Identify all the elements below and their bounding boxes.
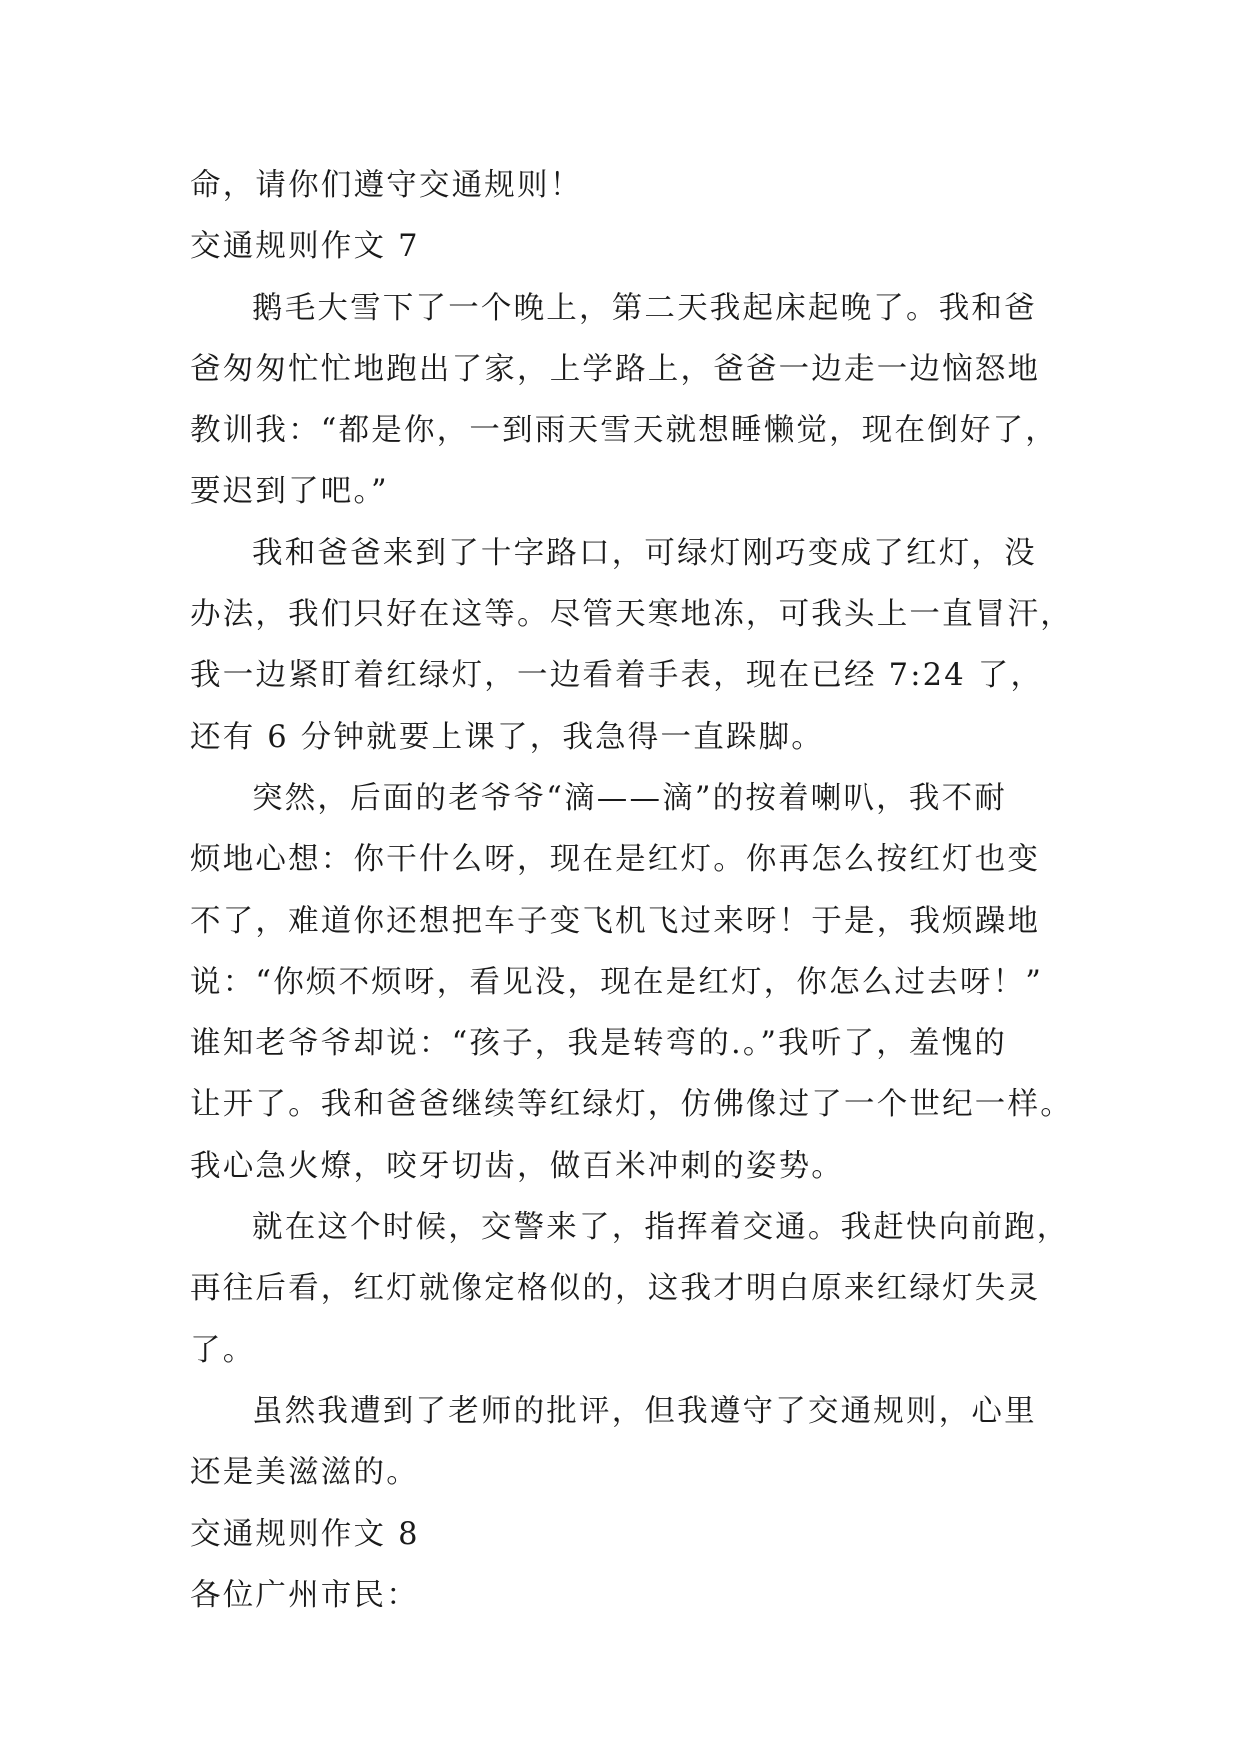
paragraph-line: 还是美滋滋的。 <box>190 1455 419 1491</box>
paragraph-line: 爸匆匆忙忙地跑出了家，上学路上，爸爸一边走一边恼怒地 <box>190 351 1041 387</box>
paragraph-line: 让开了。我和爸爸继续等红绿灯，仿佛像过了一个世纪一样。 <box>190 1087 1073 1123</box>
section-heading: 交通规则作文 8 <box>190 1516 420 1552</box>
paragraph-line: 还有 6 分钟就要上课了，我急得一直跺脚。 <box>190 719 824 755</box>
paragraph-line: 不了，难道你还想把车子变飞机飞过来呀！于是，我烦躁地 <box>190 903 1041 939</box>
paragraph-line: 命，请你们遵守交通规则！ <box>190 168 583 203</box>
paragraph-line: 要迟到了吧。” <box>190 474 389 510</box>
paragraph-line: 鹅毛大雪下了一个晚上，第二天我起床起晚了。我和爸 <box>252 290 1037 326</box>
paragraph-line: 我和爸爸来到了十字路口，可绿灯刚巧变成了红灯，没 <box>252 535 1037 571</box>
paragraph-line: 再往后看，红灯就像定格似的，这我才明白原来红绿灯失灵 <box>190 1271 1041 1307</box>
paragraph-line: 各位广州市民： <box>190 1577 419 1613</box>
paragraph-line: 谁知老爷爷却说：“孩子，我是转弯的.。”我听了，羞愧的 <box>190 1026 1008 1062</box>
paragraph-line: 我心急火燎，咬牙切齿，做百米冲刺的姿势。 <box>190 1148 844 1184</box>
paragraph-line: 说：“你烦不烦呀，看见没，现在是红灯，你怎么过去呀！” <box>190 964 1044 1000</box>
paragraph-line: 虽然我遭到了老师的批评，但我遵守了交通规则，心里 <box>252 1393 1037 1429</box>
paragraph-line: 烦地心想：你干什么呀，现在是红灯。你再怎么按红灯也变 <box>190 842 1041 878</box>
paragraph-line: 突然，后面的老爷爷“滴——滴”的按着喇叭，我不耐 <box>252 780 1007 816</box>
paragraph-line: 我一边紧盯着红绿灯，一边看着手表，现在已经 7:24 了， <box>190 658 1044 694</box>
paragraph-line: 就在这个时候，交警来了，指挥着交通。我赶快向前跑， <box>252 1210 1070 1246</box>
paragraph-line: 办法，我们只好在这等。尽管天寒地冻，可我头上一直冒汗， <box>190 597 1073 633</box>
section-heading: 交通规则作文 7 <box>190 229 420 265</box>
paragraph-line: 了。 <box>190 1332 256 1368</box>
paragraph-line: 教训我：“都是你，一到雨天雪天就想睡懒觉，现在倒好了， <box>190 413 1058 449</box>
document-body <box>190 155 1073 1626</box>
